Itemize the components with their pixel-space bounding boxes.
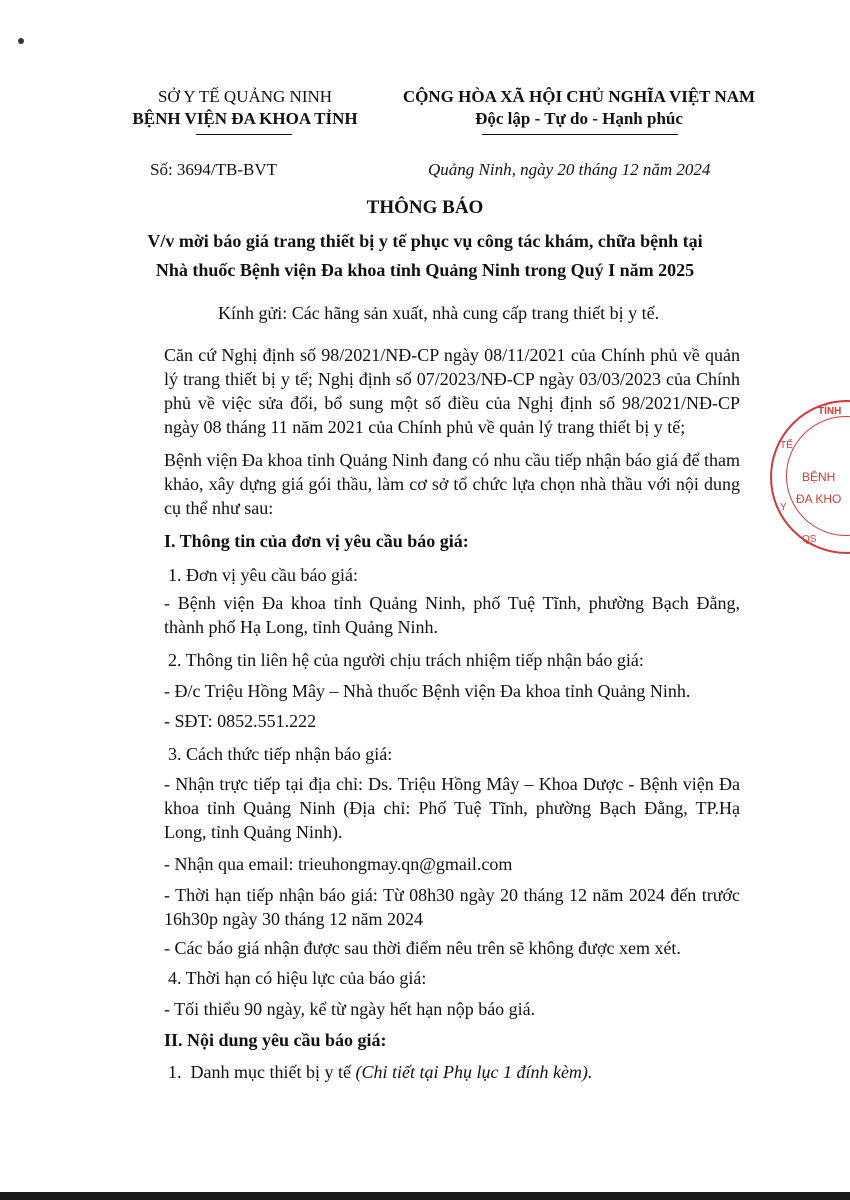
stamp-text-y: Y [780, 502, 787, 513]
purpose-text: Bệnh viện Đa khoa tỉnh Quảng Ninh đang có nhu cầu tiếp nhận báo giá để tham khảo, xây dựng giá gói thầu, làm cơ sở tổ chức lựa chọn nhà thầu với nội dung cụ thể như sau: [164, 450, 740, 518]
paragraph-legal-basis [164, 343, 740, 439]
nation-name: CỘNG HÒA XÃ HỘI CHỦ NGHĨA VIỆT NAM [402, 87, 756, 106]
section-1-item-3-note: - Các báo giá nhận được sau thời điểm nêu trên sẽ không được xem xét. [164, 938, 681, 958]
section-1-item-3-email: - Nhận qua email: trieuhongmay.qn@gmail.com [164, 854, 513, 874]
scan-bottom-edge [0, 1192, 850, 1200]
subject-line-2: Nhà thuốc Bệnh viện Đa khoa tỉnh Quảng Ninh trong Quý I năm 2025 [155, 260, 695, 280]
org-parent: SỞ Y TẾ QUẢNG NINH [157, 87, 333, 106]
section-2-item-1-prefix: 1. Danh mục thiết bị y tế [168, 1062, 356, 1082]
section-1-item-2-label: 2. Thông tin liên hệ của người chịu trách nhiệm tiếp nhận báo giá: [168, 650, 644, 670]
recipient: Kính gửi: Các hãng sản xuất, nhà cung cấp trang thiết bị y tế. [218, 303, 660, 323]
stamp-text-top: TỈNH [818, 406, 842, 417]
org-name: BỆNH VIỆN ĐA KHOA TỈNH [132, 109, 358, 128]
stamp-text-mid-2: ĐA KHO [796, 492, 842, 506]
document-title: THÔNG BÁO [366, 197, 484, 218]
section-1-item-1-label: 1. Đơn vị yêu cầu báo giá: [168, 565, 358, 585]
document-number: Số: 3694/TB-BVT [150, 160, 278, 179]
section-1-item-2-contact: - Đ/c Triệu Hồng Mây – Nhà thuốc Bệnh viện Đa khoa tỉnh Quảng Ninh. [164, 681, 691, 701]
paragraph-purpose [164, 448, 740, 520]
place-date: Quảng Ninh, ngày 20 tháng 12 năm 2024 [428, 160, 711, 179]
nation-motto: Độc lập - Tự do - Hạnh phúc [475, 109, 683, 128]
stamp-text-left: TẾ [780, 440, 793, 451]
stamp-text-bottom: QS [802, 534, 817, 545]
official-stamp [770, 400, 850, 554]
motto-underline [482, 134, 678, 135]
scan-mark-top-left [18, 38, 24, 44]
stamp-text-mid-1: BỆNH [802, 470, 836, 484]
section-1-heading: I. Thông tin của đơn vị yêu cầu báo giá: [164, 531, 469, 551]
section-2-heading: II. Nội dung yêu cầu báo giá: [164, 1030, 387, 1050]
section-1-item-4-label: 4. Thời hạn có hiệu lực của báo giá: [168, 968, 427, 988]
section-1-item-1-text: - Bệnh viện Đa khoa tỉnh Quảng Ninh, phố Tuệ Tĩnh, phường Bạch Đằng, thành phố Hạ Long, tỉnh Quảng Ninh. [164, 593, 740, 637]
section-2-item-1-note: (Chi tiết tại Phụ lục 1 đính kèm). [355, 1062, 593, 1082]
org-underline [196, 134, 292, 135]
section-1-item-2-phone: - SĐT: 0852.551.222 [164, 711, 317, 731]
section-2-item-1 [168, 1060, 592, 1084]
section-1-item-3-direct: - Nhận trực tiếp tại địa chỉ: Ds. Triệu Hồng Mây – Khoa Dược - Bệnh viện Đa khoa tỉnh Quảng Ninh (Địa chỉ: Phố Tuệ Tĩnh, phường Bạch Đằng, TP.Hạ Long, tỉnh Quảng Ninh). [164, 774, 740, 842]
section-1-item-3-label: 3. Cách thức tiếp nhận báo giá: [168, 744, 393, 764]
subject-line-1: V/v mời báo giá trang thiết bị y tế phục vụ công tác khám, chữa bệnh tại [147, 231, 703, 251]
section-1-item-3-deadline: - Thời hạn tiếp nhận báo giá: Từ 08h30 ngày 20 tháng 12 năm 2024 đến trước 16h30p ngày 30 tháng 12 năm 2024 [164, 885, 740, 929]
section-1-item-4-text: - Tối thiểu 90 ngày, kể từ ngày hết hạn nộp báo giá. [164, 999, 536, 1019]
legal-basis-text: Căn cứ Nghị định số 98/2021/NĐ-CP ngày 08/11/2021 của Chính phủ về quản lý trang thiết bị y tế; Nghị định số 07/2023/NĐ-CP ngày 03/03/2023 của Chính phủ về việc sửa đổi, bổ sung một số điều của Nghị định số 98/2021/NĐ-CP ngày 08 tháng 11 năm 2021 của Chính phủ về quản lý trang thiết bị y tế; [164, 345, 740, 437]
